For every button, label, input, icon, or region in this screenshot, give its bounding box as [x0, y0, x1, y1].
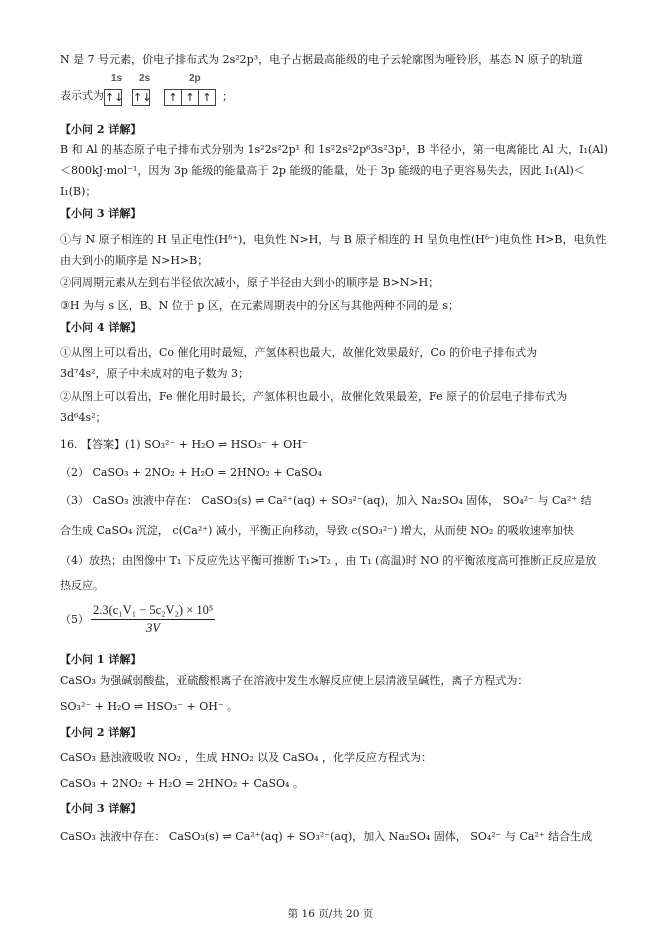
- text-line: 热反应。: [60, 579, 104, 592]
- fraction-numerator: 2.3(c₁V₁ − 5c₂V₂) × 10⁵: [91, 603, 215, 620]
- text-line: ①从图上可以看出，Co 催化用时最短，产氢体积也最大，故催化效果最好，Co 的价电子排布式为: [60, 346, 538, 359]
- orbital-box-2p-1: ↑: [164, 89, 182, 106]
- text-line: 由大到小的顺序是 N>H>B；: [60, 254, 209, 267]
- section-heading: 【小问 3 详解】: [60, 207, 142, 220]
- orbital-box-1s: ↑↓: [105, 91, 124, 104]
- text-line: （4）放热；由图像中 T₁ 下反应先达平衡可推断 T₁>T₂ ，由 T₁ (高温)时 NO 的平衡浓度高可推断正反应是放: [60, 554, 597, 567]
- section-heading: 【小问 4 详解】: [60, 321, 142, 334]
- orbital-suffix: ；: [222, 90, 233, 103]
- page-footer: 第 16 页/共 20 页: [287, 908, 374, 920]
- text-line: （2） CaSO₃ + 2NO₂ + H₂O = 2HNO₂ + CaSO₄: [60, 466, 322, 479]
- text-line: B 和 Al 的基态原子电子排布式分别为 1s²2s²2p¹ 和 1s²2s²2p⁶3s²3p¹，B 半径小，第一电离能比 Al 大，I₁(Al): [60, 143, 608, 156]
- text-line: CaSO₃ 悬浊液吸收 NO₂ ，生成 HNO₂ 以及 CaSO₄ ，化学反应方程式为：: [60, 751, 433, 764]
- text-line: 16. 【答案】(1) SO₃²⁻ + H₂O ⇌ HSO₃⁻ + OH⁻: [60, 438, 308, 451]
- text-line: （5）: [60, 613, 89, 626]
- text-line: ①与 N 原子相连的 H 呈正电性(Hᵟ⁺)，电负性 N>H，与 B 原子相连的 H 呈负电性(Hᵟ⁻)电负性 H>B，电负性: [60, 233, 607, 246]
- answer-5-fraction: [91, 603, 215, 636]
- section-heading: 【小问 2 详解】: [60, 726, 142, 739]
- text-line: ②从图上可以看出，Fe 催化用时最长，产氢体积也最小，故催化效果最差，Fe 原子的价层电子排布式为: [60, 390, 568, 403]
- orbital-label-1s: 1s: [111, 73, 123, 84]
- fraction-denominator: 3V: [146, 621, 161, 635]
- text-line: CaSO₃ 浊液中存在： CaSO₃(s) ⇌ Ca²⁺(aq) + SO₃²⁻(aq)，加入 Na₂SO₄ 固体， SO₄²⁻ 与 Ca²⁺ 结合生成: [60, 830, 593, 843]
- text-line: ③H 为与 s 区，B、N 位于 p 区，在元素周期表中的分区与其他两种不同的是 s；: [60, 299, 459, 312]
- text-line: ＜800kJ·mol⁻¹，因为 3p 能级的能量高于 2p 能级的能量，处于 3p 能级的电子更容易失去，因此 I₁(Al)＜: [60, 164, 585, 177]
- section-heading: 【小问 2 详解】: [60, 123, 142, 136]
- text-line: N 是 7 号元素，价电子排布式为 2s²2p³，电子占据最高能级的电子云轮廓图为哑铃形，基态 N 原子的轨道: [60, 53, 583, 66]
- text-line: CaSO₃ + 2NO₂ + H₂O = 2HNO₂ + CaSO₄ 。: [60, 777, 304, 790]
- text-line: I₁(B)；: [60, 185, 97, 198]
- orbital-box-2p-2: ↑: [181, 89, 199, 106]
- orbital-box-2s: ↑↓: [133, 91, 152, 104]
- orbital-label-2p: 2p: [189, 73, 201, 84]
- section-heading: 【小问 3 详解】: [60, 802, 142, 815]
- orbital-box-2p-3: ↑: [198, 89, 216, 106]
- text-line: CaSO₃ 为强碱弱酸盐，亚硫酸根离子在溶液中发生水解反应使上层清液呈碱性，离子方程式为：: [60, 674, 529, 687]
- text-line: 3d⁶4s²；: [60, 411, 107, 424]
- orbital-prefix: 表示式为: [60, 89, 104, 102]
- text-line: 合生成 CaSO₄ 沉淀， c(Ca²⁺) 减小，平衡正向移动，导致 c(SO₃²⁻) 增大，从而使 NO₂ 的吸收速率加快: [60, 524, 574, 537]
- section-heading: 【小问 1 详解】: [60, 653, 142, 666]
- text-line: 3d⁷4s²，原子中未成对的电子数为 3；: [60, 367, 249, 380]
- text-line: SO₃²⁻ + H₂O ⇌ HSO₃⁻ + OH⁻ 。: [60, 700, 239, 713]
- text-line: （3） CaSO₃ 浊液中存在： CaSO₃(s) ⇌ Ca²⁺(aq) + SO₃²⁻(aq)，加入 Na₂SO₄ 固体， SO₄²⁻ 与 Ca²⁺ 结: [60, 494, 592, 507]
- text-line: ②同周期元素从左到右半径依次减小，原子半径由大到小的顺序是 B>N>H；: [60, 276, 440, 289]
- orbital-label-2s: 2s: [139, 73, 151, 84]
